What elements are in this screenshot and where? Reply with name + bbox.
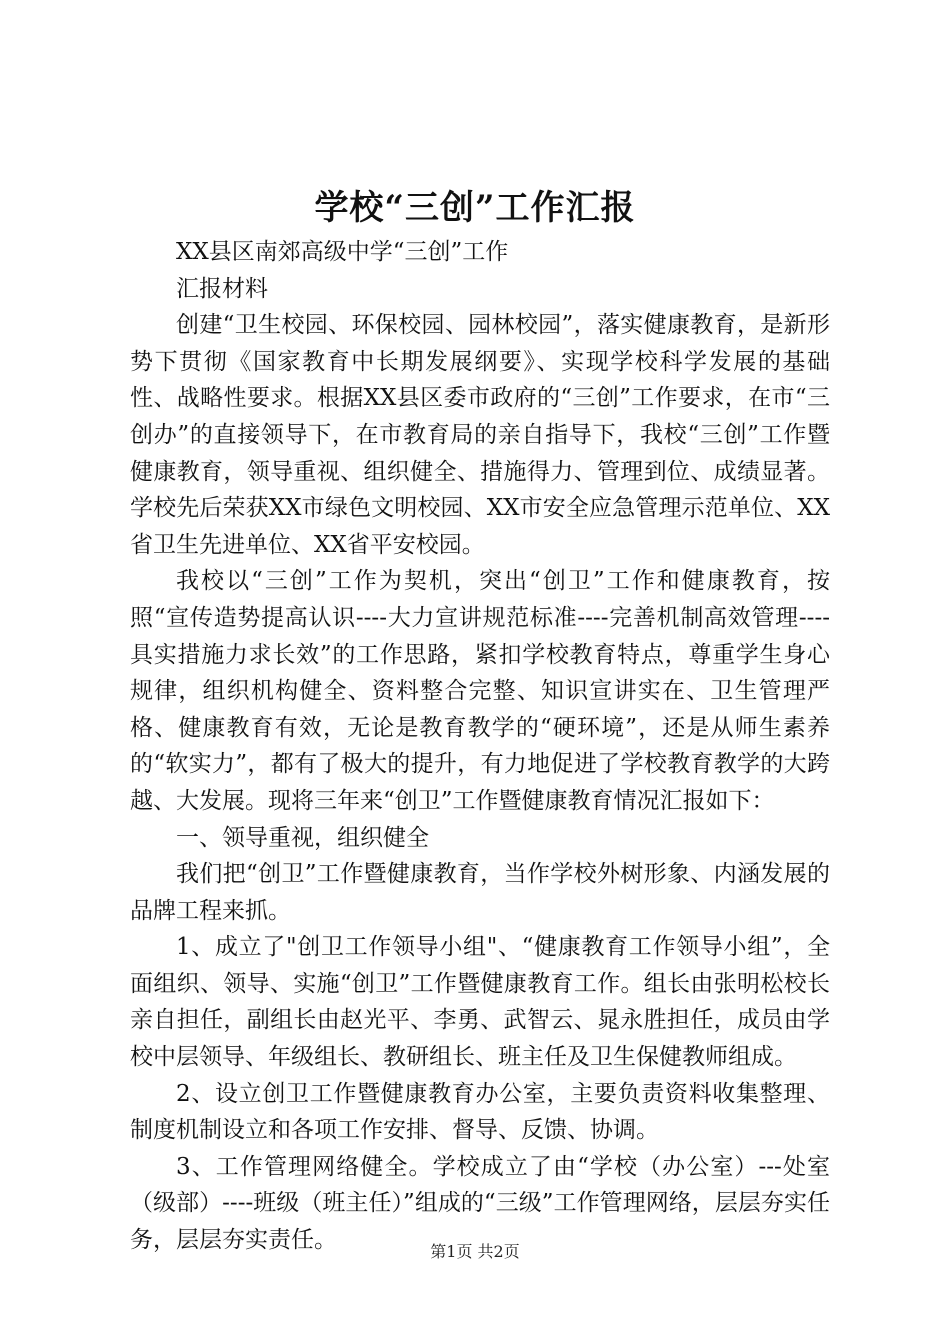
paragraph-approach: 我校以“三创”工作为契机，突出“创卫”工作和健康教育，按照“宣传造势提高认识----大力宣讲规范标准----完善机制高效管理----具实措施力求长效”的工作思路，紧扣学校教育特点，尊重学生身心规律，组织机构健全、资料整合完整、知识宣讲实在、卫生管理严格、健康教育有效，无论是教育教学的“硬环境”，还是从师生素养的“软实力”，都有了极大的提升，有力地促进了学校教育教学的大跨越、大发展。现将三年来“创卫”工作暨健康教育情况汇报如下： bbox=[130, 568, 830, 814]
document-body bbox=[130, 234, 830, 1259]
section-heading-leadership: 一、领导重视，组织健全 bbox=[176, 824, 429, 851]
paragraph-leadership-intro: 我们把“创卫”工作暨健康教育，当作学校外树形象、内涵发展的品牌工程来抓。 bbox=[130, 861, 830, 924]
paragraph-school-line: XX县区南郊高级中学“三创”工作 bbox=[176, 239, 509, 265]
page-number-footer: 第1页 共2页 bbox=[430, 1242, 520, 1261]
paragraph-material-line: 汇报材料 bbox=[176, 275, 268, 302]
document-title: 学校“三创”工作汇报 bbox=[314, 188, 636, 228]
paragraph-item-1: 1、成立了"创卫工作领导小组"、“健康教育工作领导小组”，全面组织、领导、实施“创卫”工作暨健康教育工作。组长由张明松校长亲自担任，副组长由赵光平、李勇、武智云、晁永胜担任，成员由学校中层领导、年级组长、教研组长、班主任及卫生保健教师组成。 bbox=[130, 934, 830, 1071]
paragraph-item-3: 3、工作管理网络健全。学校成立了由“学校（办公室）---处室（级部）----班级（班主任）”组成的“三级”工作管理网络，层层夯实任务，层层夯实责任。 bbox=[130, 1153, 830, 1254]
paragraph-intro: 创建“卫生校园、环保校园、园林校园”，落实健康教育，是新形势下贯彻《国家教育中长期发展纲要》、实现学校科学发展的基础性、战略性要求。根据XX县区委市政府的“三创”工作要求，在市“三创办”的直接领导下，在市教育局的亲自指导下，我校“三创”工作暨健康教育，领导重视、组织健全、措施得力、管理到位、成绩显著。学校先后荣获XX市绿色文明校园、XX市安全应急管理示范单位、XX省卫生先进单位、XX省平安校园。 bbox=[130, 312, 830, 558]
paragraph-item-2: 2、设立创卫工作暨健康教育办公室，主要负责资料收集整理、制度机制设立和各项工作安排、督导、反馈、协调。 bbox=[130, 1080, 830, 1144]
